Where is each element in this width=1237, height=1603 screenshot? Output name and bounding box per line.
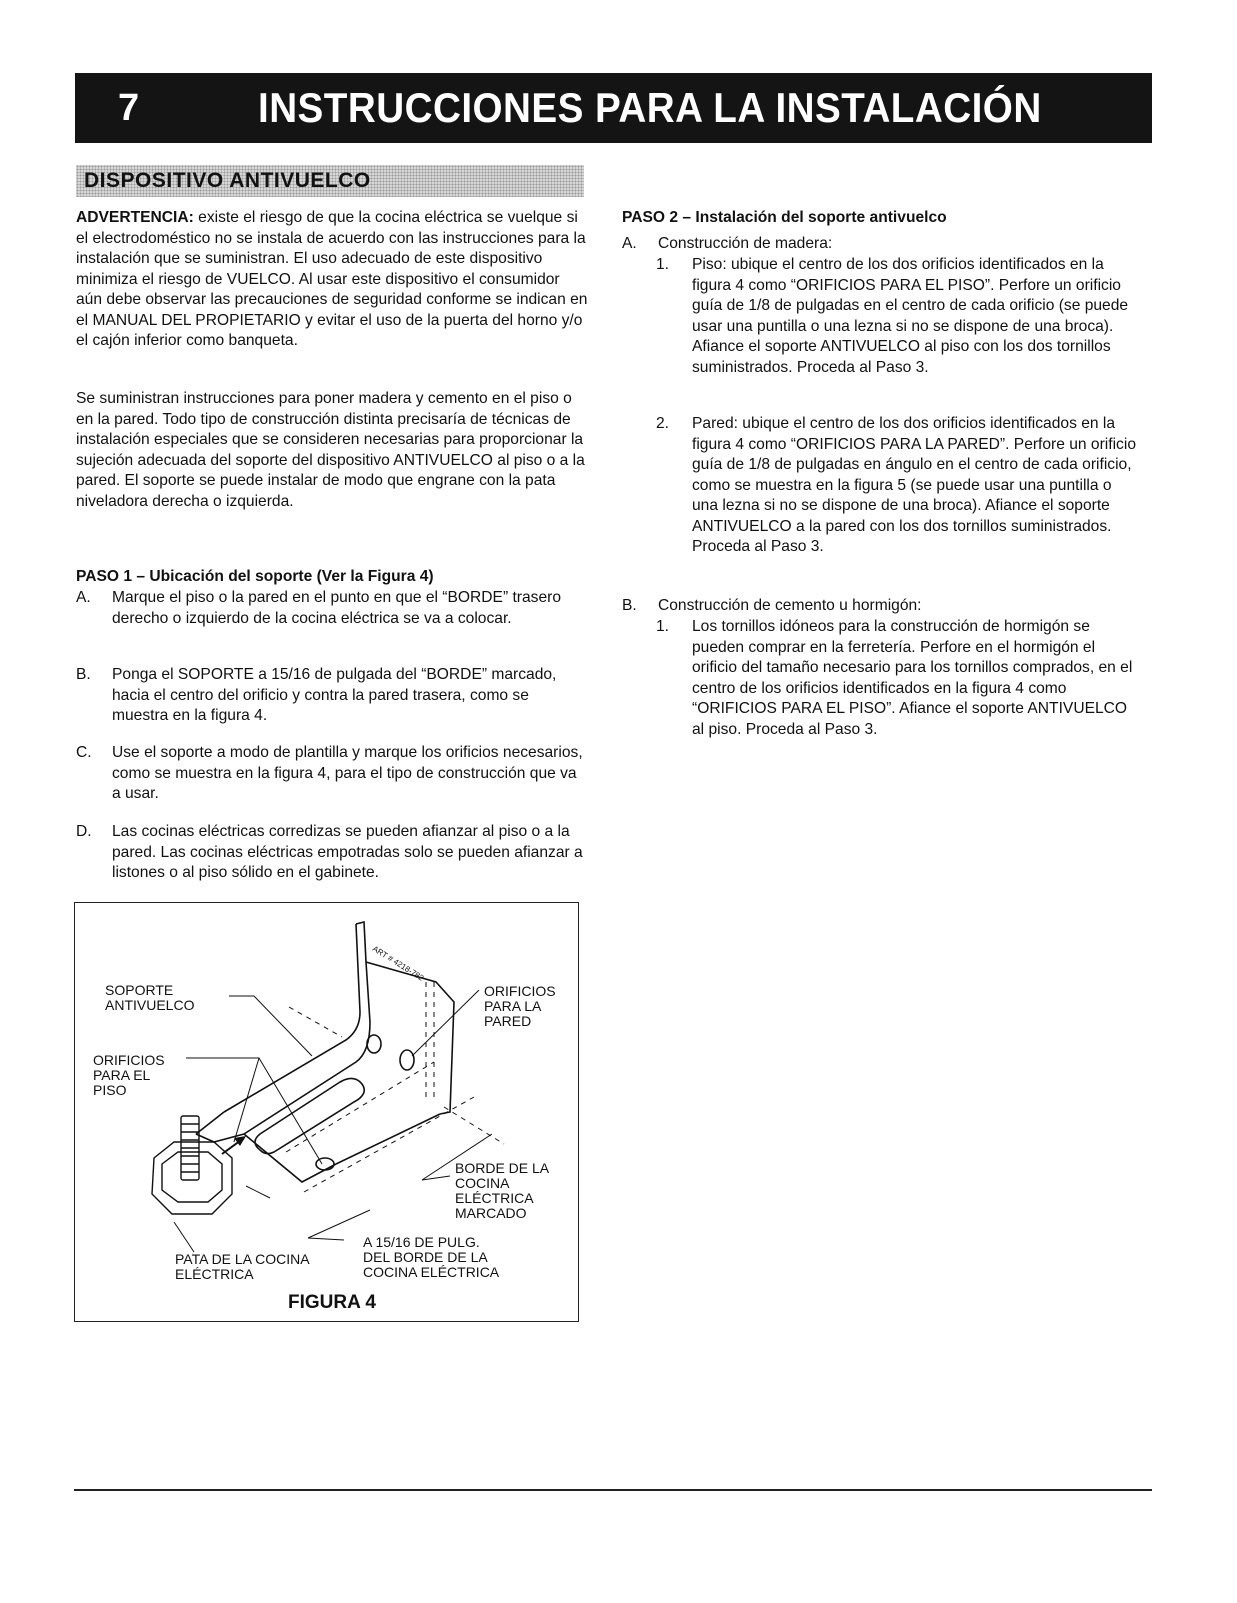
step2-title — [622, 208, 1137, 229]
label-pata-cocina: PATA DE LA COCINA ELÉCTRICA — [175, 1251, 310, 1282]
item-text: Pared: ubique el centro de los dos orificios identificados en la figura 4 como “ORIFICIOS PARA LA PARED”. Perfore un orificio guía de 1/8 de pulgadas en ángulo en el centro de cada orificio, como se muestra en la figura 5 (se puede usar una puntilla o una lezna si no se dispone de una broca). Afiance el soporte ANTIVUELCO a la pared con los dos tornillos suministrados. Proceda al Paso 3. — [692, 415, 1136, 555]
warning-text: existe el riesgo de que la cocina eléctrica se vuelque si el electrodoméstico no se instala de acuerdo con las instrucciones para la instalación que se suministran. El uso adecuado de este dispositivo minimiza el riesgo de VUELCO. Al usar este dispositivo el consumidor aún debe observar las precauciones de seguridad conforme se indican en el MANUAL DEL PROPIETARIO y evitar el uso de la puerta del horno y/o el cajón inferior como banqueta. — [76, 209, 588, 349]
section-heading-text: DISPOSITIVO ANTIVUELCO — [84, 169, 371, 192]
intro-text: Se suministran instrucciones para poner madera y cemento en el piso o en la pared. Todo tipo de construcción distinta precisaría de técnicas de instalación especiales que se consideren necesarias para proporcionar la sujeción adecuada del soporte del dispositivo ANTIVUELCO al piso o a la pared. El soporte se puede instalar de modo que engrane con la pata niveladora derecha o izquierda. — [76, 390, 585, 510]
svg-text:ART # 4218-782: ART # 4218-782 — [370, 944, 426, 983]
item-label: 1. — [656, 618, 670, 635]
section-b-heading — [622, 596, 1137, 617]
item-text: Las cocinas eléctricas corredizas se pueden afianzar al piso o a la pared. Las cocinas eléctricas empotradas solo se pueden afianzar a listones o al piso sólido en el gabinete. — [112, 823, 583, 881]
item-text: Piso: ubique el centro de los dos orificios identificados en la figura 4 como “ORIFICIOS PARA EL PISO”. Perfore un orificio guía de 1/8 de pulgadas en el centro de cada orificio (se puede usar una puntilla o una lezna si no se dispone de una broca). Afiance el soporte ANTIVUELCO al piso con los dos tornillos suministrados. Proceda al Paso 3. — [692, 256, 1129, 376]
warning-label: ADVERTENCIA: — [76, 209, 194, 226]
warning-paragraph — [76, 208, 588, 352]
label-soporte-antivuelco: SOPORTE ANTIVUELCO — [105, 982, 195, 1013]
item-text: Ponga el SOPORTE a 15/16 de pulgada del “BORDE” marcado, hacia el centro del orificio y contra la pared trasera, como se muestra en la figura 4. — [112, 666, 557, 724]
figure-caption: FIGURA 4 — [288, 1292, 376, 1313]
step1-item-a — [76, 588, 588, 629]
item-text: Use el soporte a modo de plantilla y marque los orificios necesarios, como se muestra en la figura 4, para el tipo de construcción que va a usar. — [112, 744, 583, 802]
footer-rule — [74, 1489, 1152, 1491]
section-a-heading — [622, 234, 1137, 255]
item-text: Construcción de cemento u hormigón: — [658, 597, 922, 614]
item-text: Construcción de madera: — [658, 235, 833, 252]
section-a-item-2 — [622, 414, 1137, 558]
item-label: C. — [76, 744, 92, 761]
step1-item-c — [76, 743, 588, 805]
intro-paragraph — [76, 389, 588, 512]
label-distancia: A 15/16 DE PULG. DEL BORDE DE LA COCINA ELÉCTRICA — [363, 1234, 500, 1280]
step1-title-text: PASO 1 – Ubicación del soporte (Ver la Figura 4) — [76, 568, 434, 585]
item-label: A. — [622, 235, 637, 252]
page-number: 7 — [118, 87, 140, 129]
section-heading — [76, 165, 584, 197]
item-label: 1. — [656, 256, 670, 273]
item-label: D. — [76, 823, 92, 840]
item-text: Los tornillos idóneos para la construcción de hormigón se pueden comprar en la ferretería. Perfore en el hormigón el orificio del tamaño necesario para los tornillos comprados, en el centro de los orificios identificados en la figura 4 como “ORIFICIOS PARA EL PISO”. Afiance el soporte ANTIVUELCO al piso. Proceda al Paso 3. — [692, 618, 1133, 738]
section-b-item-1 — [622, 617, 1137, 740]
item-label: 2. — [656, 415, 670, 432]
section-a-item-1 — [622, 255, 1137, 378]
step1-title — [76, 567, 588, 588]
item-label: B. — [622, 597, 637, 614]
item-label: B. — [76, 666, 91, 683]
label-borde-cocina: BORDE DE LA COCINA ELÉCTRICA MARCADO — [455, 1160, 550, 1221]
bracket-illustration — [74, 902, 579, 1322]
label-orificios-pared: ORIFICIOS PARA LA PARED — [484, 983, 556, 1029]
item-label: A. — [76, 589, 91, 606]
label-orificios-piso: ORIFICIOS PARA EL PISO — [93, 1052, 165, 1098]
step2-title-text: PASO 2 – Instalación del soporte antivuelco — [622, 209, 947, 226]
step1-item-d — [76, 822, 588, 884]
item-text: Marque el piso o la pared en el punto en que el “BORDE” trasero derecho o izquierdo de la cocina eléctrica se va a colocar. — [112, 589, 562, 627]
page-title: INSTRUCCIONES PARA LA INSTALACIÓN — [258, 84, 1042, 131]
step1-item-b — [76, 665, 588, 727]
